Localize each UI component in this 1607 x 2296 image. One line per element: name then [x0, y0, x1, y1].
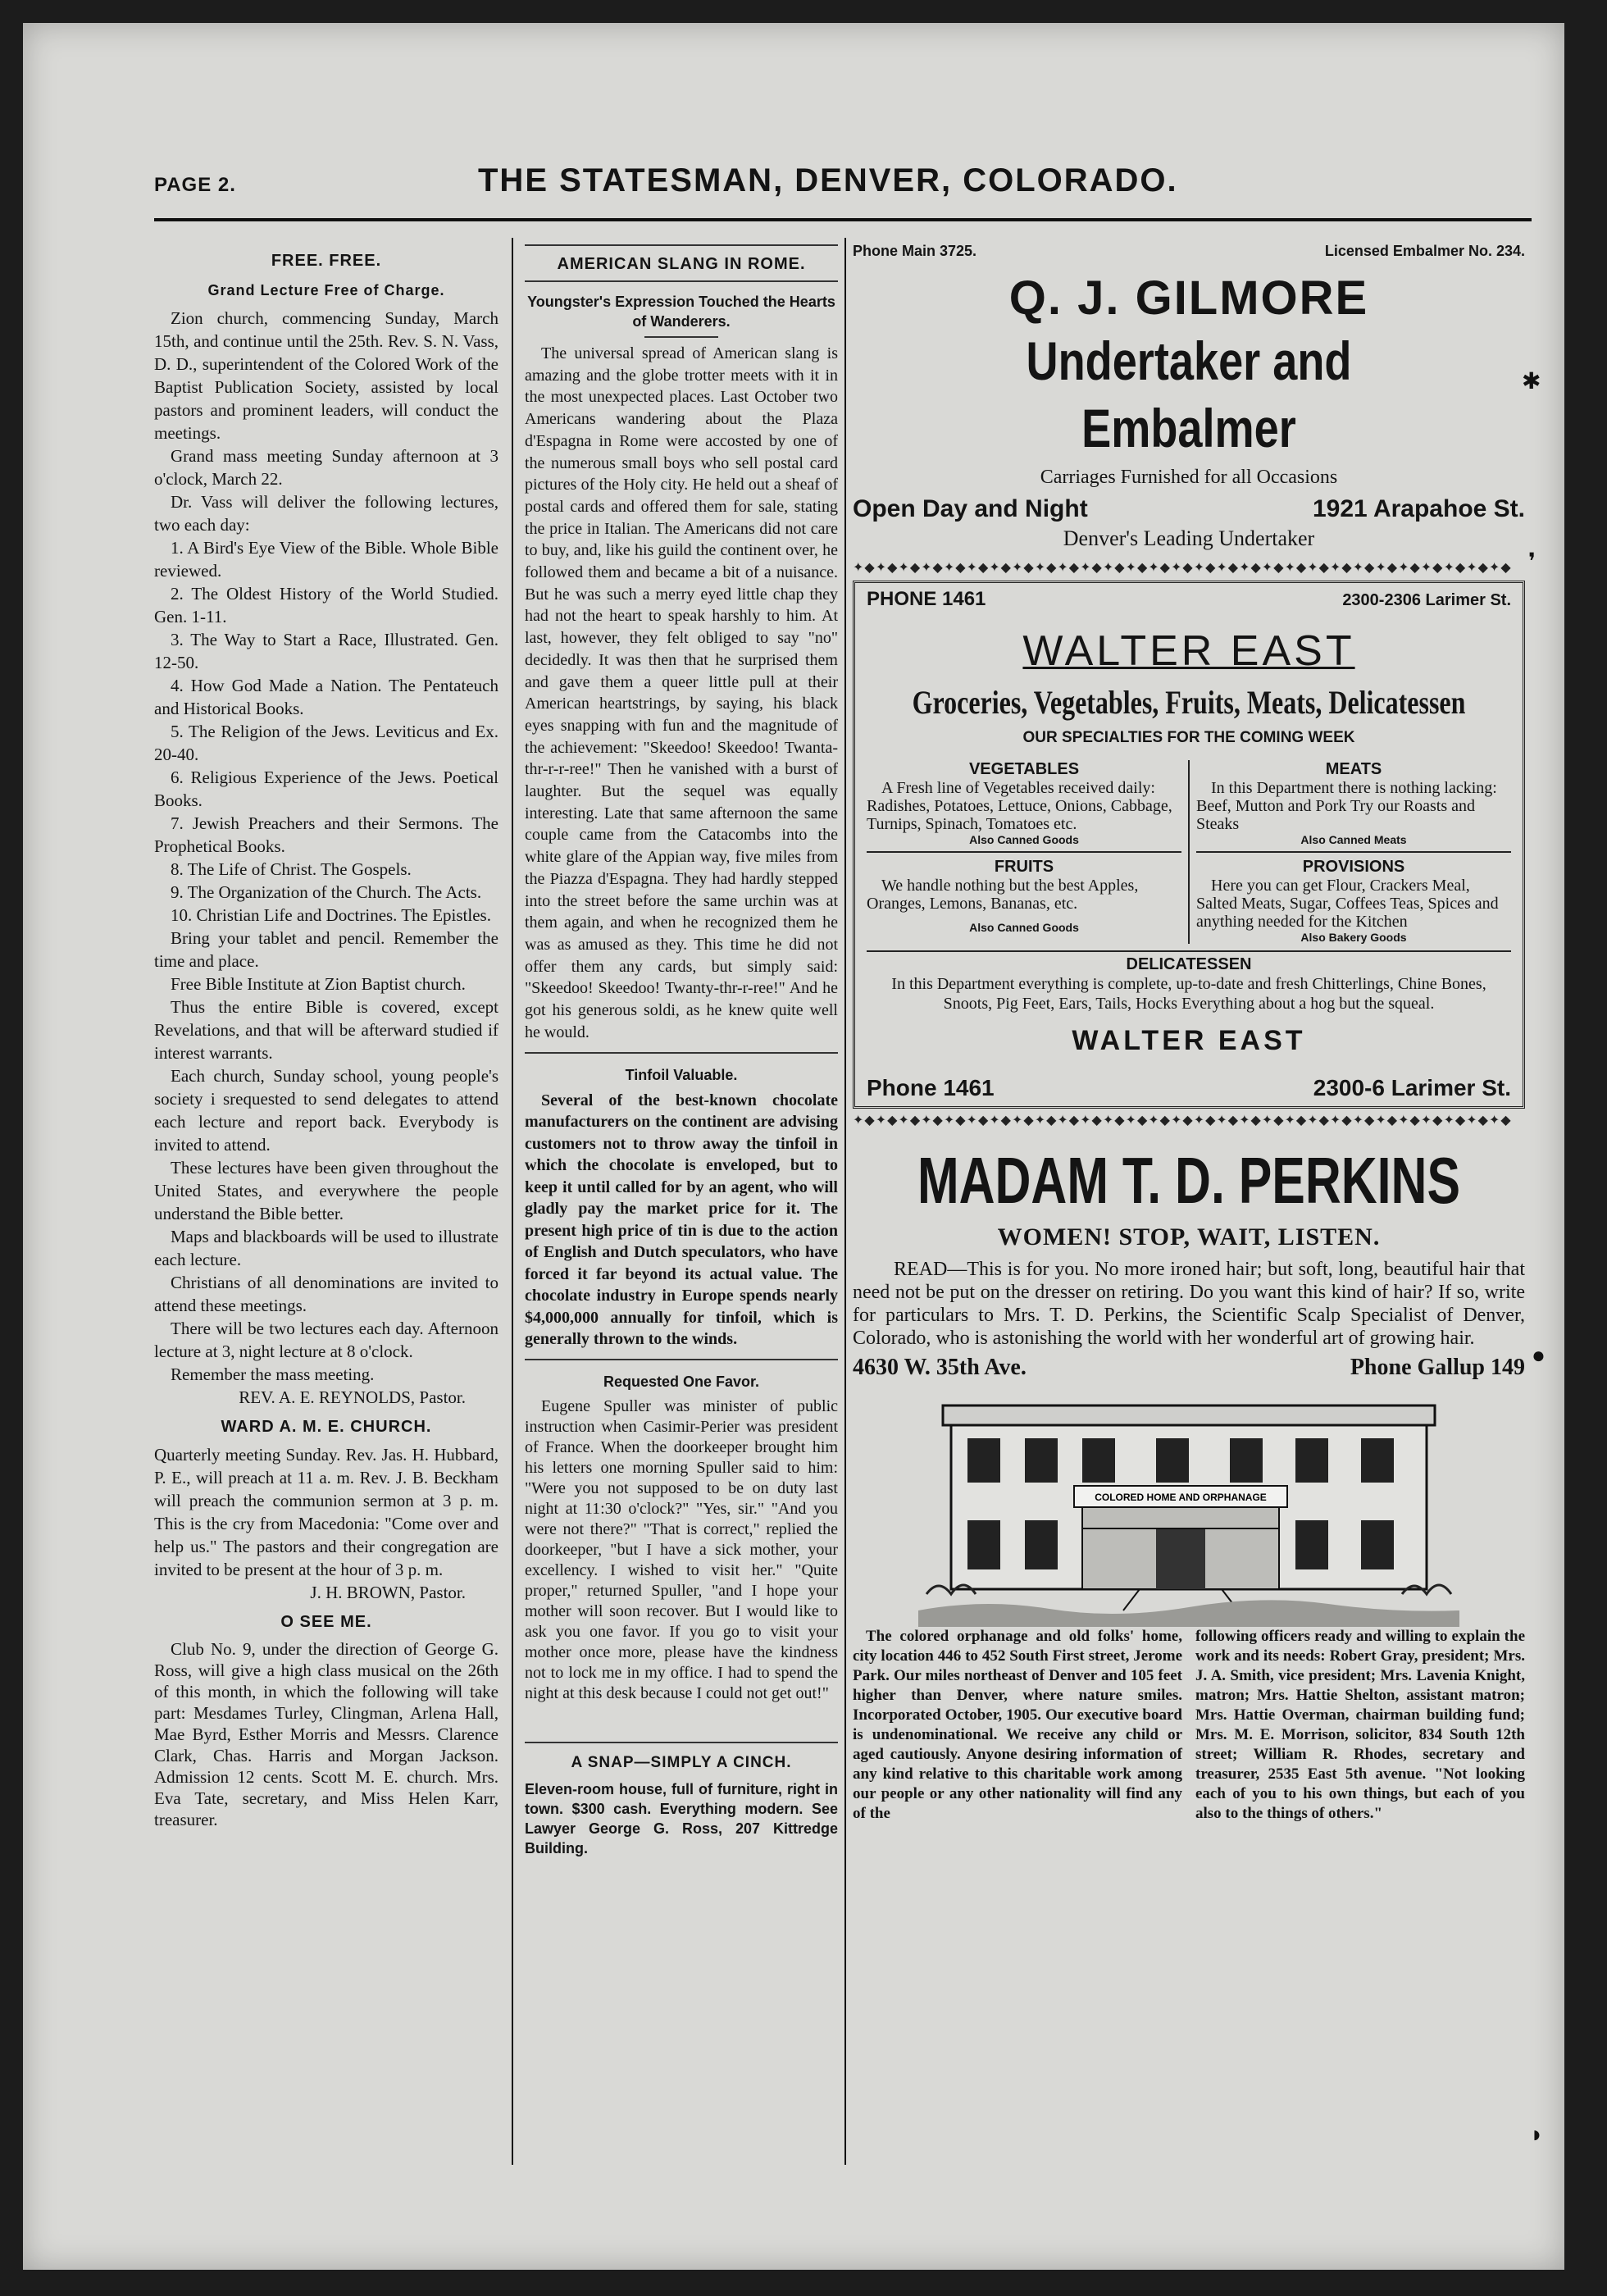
provisions-heading: PROVISIONS	[1302, 858, 1405, 876]
provisions-also: Also Bakery Goods	[1300, 931, 1407, 944]
column-rule-1	[512, 238, 513, 2165]
gilmore-phone: Phone Main 3725.	[853, 243, 977, 259]
east-phone: PHONE 1461	[867, 588, 986, 610]
walter-east-ad	[853, 581, 1525, 1109]
fruits-text: We handle nothing but the best Apples, Oranges, Lemons, Bananas, etc.	[867, 877, 1139, 913]
headline-tinfoil: Tinfoil Valuable.	[625, 1066, 738, 1083]
headline-ward-church: WARD A. M. E. CHURCH.	[221, 1418, 432, 1436]
rule	[525, 280, 838, 282]
orphanage-illustration	[918, 1389, 1459, 1627]
gilmore-address: 1921 Arapahoe St.	[1313, 495, 1525, 522]
paragraph: Dr. Vass will deliver the following lectures, two each day:	[154, 492, 498, 535]
perkins-text: READ—This is for you. No more ironed hair; but soft, long, beautiful hair that need not be put on the dresser on retiring. Do you want this kind of hair? If so, write for particulars to Mrs. T. D. Perkins, the Scientific Scalp Specialist of Denver, Colorado, who is astonishing the world with her wonderful art of growing hair.	[853, 1259, 1525, 1349]
perkins-name: MADAM T. D. PERKINS	[917, 1144, 1461, 1217]
gilmore-open: Open Day and Night	[853, 495, 1088, 522]
lecture-item: 1. A Bird's Eye View of the Bible. Whole Bible reviewed.	[154, 538, 498, 581]
headline-grand-lecture: Grand Lecture Free of Charge.	[207, 282, 445, 298]
east-specialties: OUR SPECIALTIES FOR THE COMING WEEK	[1022, 729, 1355, 746]
headline-free: FREE. FREE.	[271, 252, 382, 270]
delicatessen-heading: DELICATESSEN	[1126, 955, 1252, 973]
paragraph: Several of the best-known chocolate manufacturers on the continent are advising customers not to throw away the tinfoil in which the chocolate is enveloped, but to keep it until called for by an agent, who will gladly pay the market price for it. The present high price of tin is due to the action of English and Dutch speculators, who have forced it far beyond its actual value. The chocolate industry in Europe spends nearly $4,000,000 annually for tinfoil, which is generally thrown to the winds.	[525, 1091, 838, 1348]
vegetables-text: A Fresh line of Vegetables received daily: Radishes, Potatoes, Lettuce, Onions, Cabbage, Turnips, Spinach, Tomatoes etc.	[867, 779, 1172, 833]
headline-american-slang: AMERICAN SLANG IN ROME.	[557, 255, 806, 273]
lecture-item: 5. The Religion of the Jews. Leviticus and Ex. 20-40.	[154, 722, 498, 764]
rule	[525, 1359, 838, 1360]
east-name: WALTER EAST	[1022, 627, 1355, 675]
provisions-text: Here you can get Flour, Crackers Meal, Salted Meats, Sugar, Coffees Teas, Spices and anything needed for the Kitchen	[1196, 877, 1499, 931]
orphanage-text-right: following officers ready and willing to explain the work and its needs: Robert Gray, president; Mrs. J. A. Smith, vice president; Mrs. Lavenia Knight, matron; Mrs. Hattie Shelton, assistant matron; Mrs. Hattie Overman, chairman building fund; Mrs. M. E. Morrison, solicitor, 834 South 12th street; William R. Rhodes, secretary and treasurer, 2535 East 5th avenue. "Not looking each of you to his own things, but each of you also to the things of others."	[1195, 1628, 1525, 1822]
newspaper-page	[23, 23, 1564, 2270]
paragraph: Bring your tablet and pencil. Remember the time and place.	[154, 928, 498, 971]
meats-heading: MEATS	[1325, 760, 1382, 778]
signature: J. H. BROWN, Pastor.	[310, 1583, 466, 1602]
paragraph: Grand mass meeting Sunday afternoon at 3 o'clock, March 22.	[154, 446, 498, 489]
gilmore-name: Q. J. GILMORE	[1008, 271, 1369, 325]
advertisement-column	[853, 243, 1525, 1824]
east-phone-footer: Phone 1461	[867, 1075, 995, 1100]
gilmore-trade: Undertaker and Embalmer	[1026, 330, 1352, 458]
paragraph: Thus the entire Bible is covered, except Revelations, and that will be afterward studied if interest warrants.	[154, 997, 498, 1063]
perkins-phone: Phone Gallup 149	[1350, 1355, 1525, 1380]
page-number: PAGE 2.	[154, 174, 236, 196]
paragraph: Quarterly meeting Sunday. Rev. Jas. H. Hubbard, P. E., will preach at 11 a. m. Rev. J. B. Beckham will preach the communion sermon at 3 p. m. This is the cry from Macedonia: "Come over and help us." The pastors and their congregation are invited to be present at the hour of 3 p. m.	[154, 1445, 498, 1579]
rule	[525, 1742, 838, 1743]
gilmore-carriages: Carriages Furnished for all Occasions	[1040, 467, 1338, 488]
paragraph: Remember the mass meeting.	[171, 1364, 375, 1384]
perkins-ad	[853, 1145, 1525, 1824]
vegetables-heading: VEGETABLES	[968, 760, 1080, 778]
lecture-item: 7. Jewish Preachers and their Sermons. The Prophetical Books.	[154, 813, 498, 856]
masthead-rule	[154, 218, 1532, 221]
gilmore-license: Licensed Embalmer No. 234.	[1324, 243, 1525, 259]
ink-mark: ◗	[1530, 2122, 1544, 2148]
short-rule	[644, 336, 718, 338]
meats-text: In this Department there is nothing lacking: Beef, Mutton and Pork Try our Roasts and Steaks	[1196, 779, 1497, 833]
ornament-border: ✦◆✦◆✦◆✦◆✦◆✦◆✦◆✦◆✦◆✦◆✦◆✦◆✦◆✦◆✦◆✦◆✦◆✦◆✦◆✦◆✦◆✦◆✦◆✦◆✦◆✦◆✦◆✦◆✦◆	[853, 561, 1512, 575]
paragraph: There will be two lectures each day. Afternoon lecture at 3, night lecture at 8 o'clock.	[154, 1319, 498, 1361]
east-name-footer: WALTER EAST	[1072, 1025, 1306, 1056]
paragraph: Each church, Sunday school, young people's society i srequested to send delegates to attend each lecture and report back. Everybody is invited to attend.	[154, 1066, 498, 1155]
lecture-item: 8. The Life of Christ. The Gospels.	[171, 859, 412, 879]
meats-also: Also Canned Meats	[1300, 833, 1407, 846]
paper-title: THE STATESMAN, DENVER, COLORADO.	[478, 162, 1178, 198]
paragraph: Maps and blackboards will be used to illustrate each lecture.	[154, 1227, 498, 1269]
paragraph: Eugene Spuller was minister of public instruction when Casimir-Perier was president of France. When the doorkeeper brought him his letters one morning Spuller said to him: "Were you not supposed to be on duty last night at 11:30 o'clock?" "Yes, sir." "And you were not there?" "That is correct," replied the doorkeeper, "but I have a sick mother, your excellency. I wished to visit her." "Quite proper," returned Spuller, "and I hope your mother will soon recover. But I would like to ask you one favor. If you go to visit your mother once more, please have the kindness not to lock me in my office. I had to spend the night at this desk because I could not get out!"	[525, 1396, 838, 1702]
orphanage-building-drawing	[918, 1389, 1459, 1627]
ink-mark: ❜	[1528, 549, 1536, 575]
masthead	[154, 162, 1548, 212]
delicatessen-text: In this Department everything is complete, up-to-date and fresh Chitterlings, Chine Bones, Snoots, Pig Feet, Ears, Tails, Hocks Everything about a hog but the squeal.	[891, 975, 1486, 1013]
gilmore-ad	[853, 243, 1525, 551]
fruits-heading: FRUITS	[994, 858, 1054, 876]
paragraph: The universal spread of American slang is amazing and the globe trotter meets with it in the most unexpected places. Last October two Americans wandering about the Plaza d'Espagna in Rome were accosted by one of the numerous small boys who sell postal card pictures of the Holy city. He held out a sheaf of postal cards and offered them for sale, stating the price in Italian. The Americans did not care to buy, and, like his guild the continent over, he followed them and became a bit of a nuisance. But he was such a merry eyed little chap they had not the heart to speak harshly to him. At last, however, they felt obliged to say "no" decidedly. It was then that he surprised them and gave them a queer little pull at their American heartstrings, by saying, his black eyes snapping with fun and the magnitude of the achievement: "Skeedoo! Skeedoo! Twanta-thr-r-r-ree!" Then he vanished with a burst of laughter. But the sequel was equally interesting. Late that same afternoon the same couple came from the Catacombs into the white glare of the Appian way, five miles from the Piazza d'Espagna. They had hardly stepped into the street before the same urchin was at them again, and when he recognized them he was as amused as they. This time he did not offer them any cards, but simply said: "Skeedoo! Skeedoo! Twanty-thr-r-ree!" And he got his generous soldi, as he knew quite well he would.	[525, 344, 838, 1041]
headline-requested-favor: Requested One Favor.	[603, 1373, 760, 1390]
fruits-also: Also Canned Goods	[969, 921, 1079, 934]
east-address: 2300-2306 Larimer St.	[1342, 591, 1511, 609]
column-one	[154, 243, 498, 1830]
orphanage-text	[853, 1627, 1525, 1824]
paragraph: Zion church, commencing Sunday, March 15th, and continue until the 25th. Rev. S. N. Vass, D. D., superintendent of the Colored Work of the Baptist Publication Society, assisted by local pastors and prominent leaders, will conduct the meetings.	[154, 308, 498, 443]
column-two	[525, 243, 838, 1858]
ornament-border: ✦◆✦◆✦◆✦◆✦◆✦◆✦◆✦◆✦◆✦◆✦◆✦◆✦◆✦◆✦◆✦◆✦◆✦◆✦◆✦◆✦◆✦◆✦◆✦◆✦◆✦◆✦◆✦◆✦◆	[853, 1114, 1512, 1128]
headline-snap: A SNAP—SIMPLY A CINCH.	[571, 1753, 792, 1771]
lecture-item: 4. How God Made a Nation. The Pentateuch and Historical Books.	[154, 676, 498, 718]
gilmore-leading: Denver's Leading Undertaker	[1063, 526, 1315, 550]
paragraph: Club No. 9, under the direction of George G. Ross, will give a high class musical on the 26th of this month, in which the following will take part: Mesdames Turley, Clingman, Arlena Hall, Mae Byrd, Esther Morris and Messrs. Clarence Clark, Chas. Harris and Morgan Jackson. Admission 12 cents. Scott M. E. church. Mrs. Eva Tate, secretary, and Miss Helen Karr, treasurer.	[154, 1639, 498, 1829]
orphanage-text-left: The colored orphanage and old folks' home, city location 446 to 452 South First street, Jerome Park. Our miles northeast of Denver and 105 feet higher than Denver, where nature smiles. Incorporated October, 1905. Our executive board is undenominational. We receive any child or aged cautiously. Anyone desiring information of any kind relative to this charitable work among our people or any other nationality will find any of the	[853, 1628, 1182, 1822]
ink-mark: ✱	[1522, 369, 1541, 394]
perkins-address: 4630 W. 35th Ave.	[853, 1355, 1027, 1380]
lecture-item: 6. Religious Experience of the Jews. Poetical Books.	[154, 768, 498, 810]
subheadline: Youngster's Expression Touched the Hearts of Wanderers.	[527, 294, 835, 330]
column-rule-2	[844, 238, 846, 2165]
classified-ad: Eleven-room house, full of furniture, right in town. $300 cash. Everything modern. See Lawyer George G. Ross, 207 Kittredge Building.	[525, 1780, 838, 1856]
headline-o-see-me: O SEE ME.	[280, 1613, 372, 1631]
lecture-item: 2. The Oldest History of the World Studied. Gen. 1-11.	[154, 584, 498, 626]
lecture-item: 9. The Organization of the Church. The Acts.	[171, 882, 482, 902]
rule	[525, 1052, 838, 1054]
paragraph: These lectures have been given throughout the United States, and everywhere the people understand the Bible better.	[154, 1158, 498, 1223]
lecture-item: 3. The Way to Start a Race, Illustrated. Gen. 12-50.	[154, 630, 498, 672]
signature: REV. A. E. REYNOLDS, Pastor.	[239, 1387, 466, 1407]
vegetables-also: Also Canned Goods	[969, 833, 1079, 846]
east-address-footer: 2300-6 Larimer St.	[1313, 1075, 1511, 1100]
east-goods: Groceries, Vegetables, Fruits, Meats, Delicatessen	[912, 684, 1466, 721]
paragraph: Free Bible Institute at Zion Baptist church.	[171, 974, 466, 994]
ink-mark: ●	[1532, 1343, 1546, 1369]
lecture-item: 10. Christian Life and Doctrines. The Epistles.	[171, 905, 491, 925]
dashed-rule	[525, 244, 838, 246]
paragraph: Christians of all denominations are invited to attend these meetings.	[154, 1273, 498, 1315]
orphanage-sign: COLORED HOME AND ORPHANAGE	[1095, 1492, 1267, 1503]
perkins-tagline: WOMEN! STOP, WAIT, LISTEN.	[997, 1223, 1381, 1250]
